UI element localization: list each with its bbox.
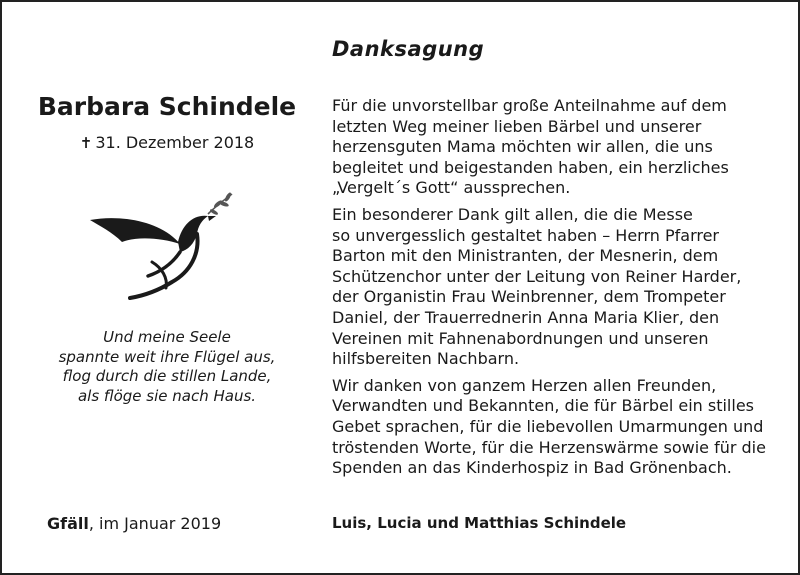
poem-line: spannte weit ihre Flügel aus, (58, 347, 276, 366)
text-line: hilfsbereiten Nachbarn. (332, 349, 520, 369)
text-line: Barton mit den Ministranten, der Mesnerin, dem (332, 246, 719, 266)
text-line: Vereinen mit Fahnenabordnungen und unseren (332, 328, 709, 348)
text-line: Schützenchor unter der Leitung von Reiner Harder, (332, 266, 742, 286)
signers: Luis, Lucia und Matthias Schindele (332, 514, 627, 532)
death-date: 31. Dezember 2018 (95, 133, 255, 152)
text-line: Verwandten und Bekannten, die für Bärbel ein stilles (332, 396, 754, 416)
text-line: Spenden an das Kinderhospiz in Bad Grönenbach. (332, 458, 732, 478)
text-line: Gebet sprachen, für die liebevollen Umarmungen und (332, 416, 764, 436)
poem-line: flog durch die stillen Lande, (62, 367, 272, 385)
thanks-text (332, 96, 772, 485)
thanks-paragraph-3 (332, 376, 772, 479)
deceased-name: Barbara Schindele (37, 92, 297, 121)
death-cross-icon: ✝ (79, 134, 93, 152)
text-line: so unvergesslich gestaltet haben – Herrn Pfarrer (332, 225, 720, 245)
text-line: Für die unvorstellbar große Anteilnahme auf dem (332, 96, 727, 115)
text-line: der Organistin Frau Weinbrenner, dem Trompeter (332, 287, 726, 307)
poem-line: Und meine Seele (103, 328, 231, 346)
text-line: tröstenden Worte, für die Herzenswärme sowie für die (332, 437, 766, 457)
place-name: Gfäll (47, 514, 89, 533)
thanks-paragraph-2 (332, 205, 772, 370)
poem-line: als flöge sie nach Haus. (77, 386, 257, 405)
text-line: „Vergelt´s Gott“ aussprechen. (332, 178, 571, 198)
place-and-date (47, 514, 221, 533)
dove-with-olive-branch-icon (82, 192, 242, 302)
text-line: begleitet und beigestanden haben, ein herzliches (332, 157, 729, 177)
thanks-paragraph-1 (332, 96, 772, 199)
text-line: Wir danken von ganzem Herzen allen Freunden, (332, 375, 717, 395)
text-line: herzensguten Mama möchten wir allen, die uns (332, 137, 713, 157)
text-line: Ein besonderer Dank gilt allen, die die Messe (332, 204, 693, 224)
text-line: letzten Weg meiner lieben Bärbel und unserer (332, 116, 702, 136)
poem (2, 328, 332, 406)
text-line: Daniel, der Trauerrednerin Anna Maria Klier, den (332, 307, 720, 327)
notice-heading: Danksagung (332, 37, 485, 61)
death-date-line (2, 133, 332, 152)
footer-date: , im Januar 2019 (88, 514, 222, 533)
